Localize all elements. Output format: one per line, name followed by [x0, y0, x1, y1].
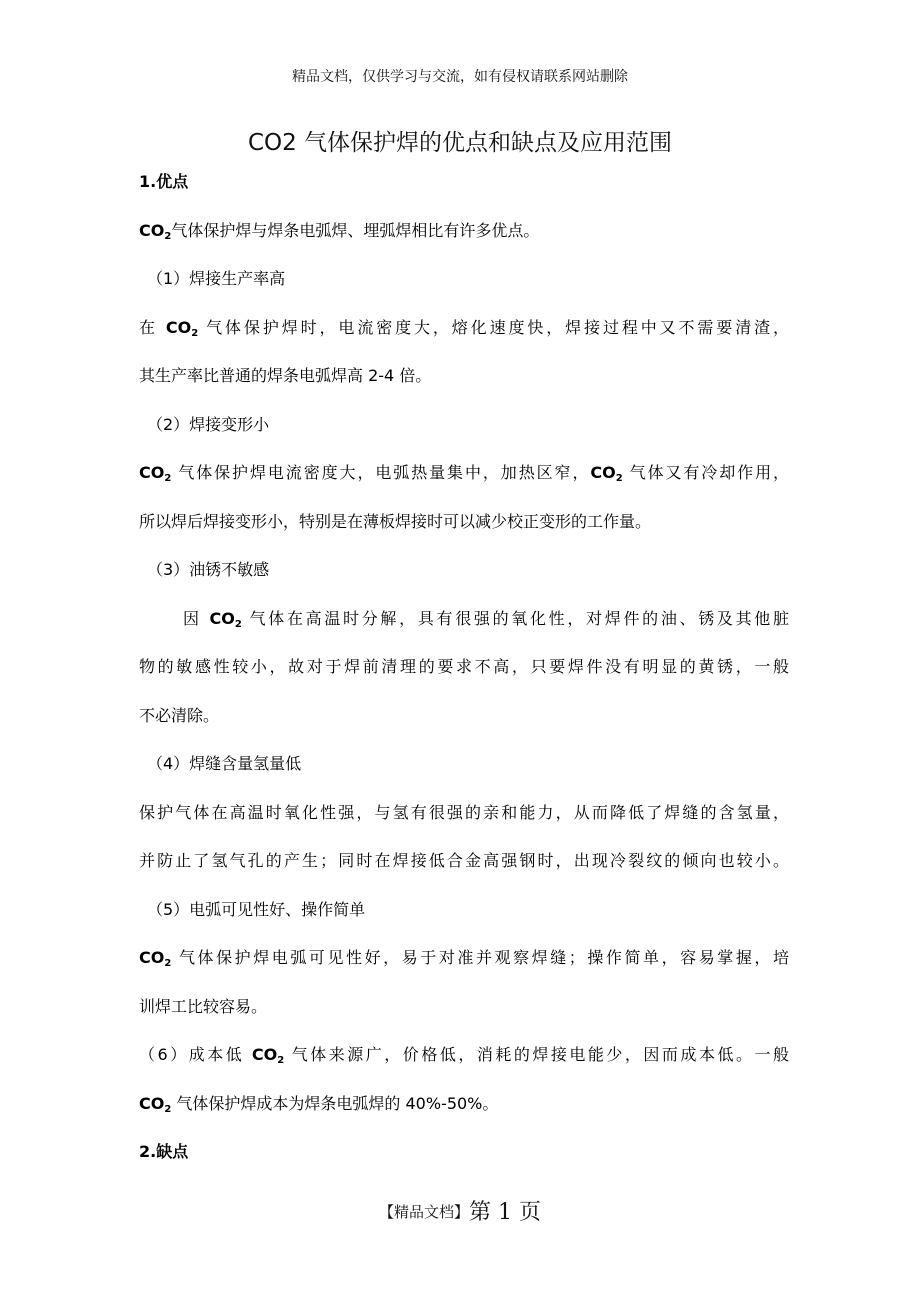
paragraph-line: 物的敏感性较小，故对于焊前清理的要求不高，只要焊件没有明显的黄锈，一般 [139, 657, 789, 676]
document-title: CO2 气体保护焊的优点和缺点及应用范围 [247, 130, 673, 156]
paragraph-line: $CO_2$气体保护焊与焊条电弧焊、埋弧焊相比有许多优点。 [139, 220, 540, 242]
item-heading-2: （2）焊接变形小 [147, 414, 270, 434]
page-number: 第 1 页 [469, 1200, 541, 1225]
item-heading-5: （5）电弧可见性好、操作简单 [147, 899, 366, 919]
item-heading-4: （4）焊缝含量氢量低 [147, 754, 302, 773]
co2-formula: $CO_2$ [139, 948, 172, 969]
footer-tag: 【精品文档】 [379, 1203, 470, 1221]
paragraph-line: 保护气体在高温时氧化性强，与氢有很强的亲和能力，从而降低了焊缝的含氢量， [139, 802, 789, 822]
paragraph-line: 因 $CO_2$ 气体在高温时分解，具有很强的氧化性，对焊件的油、锈及其他脏 [183, 608, 789, 630]
co2-formula: $CO_2$ [165, 317, 199, 339]
page-header: 精品文档，仅供学习与交流，如有侵权请联系网站删除 [292, 69, 628, 85]
page-footer [0, 1195, 920, 1226]
co2-formula: $CO_2$ [251, 1045, 285, 1066]
paragraph-line: 其生产率比普通的焊条电弧焊高 2-4 倍。 [139, 366, 432, 385]
paragraph-line: 所以焊后焊接变形小，特别是在薄板焊接时可以减少校正变形的工作量。 [139, 511, 652, 531]
paragraph-line: 不必清除。 [139, 705, 220, 725]
item-heading-6: （6）成本低 $CO_2$ 气体来源广，价格低，消耗的焊接电能少，因而成本低。一般 [139, 1045, 789, 1066]
section-heading-advantages: 1.优点 [139, 172, 189, 191]
section-heading-disadvantages: 2.缺点 [139, 1142, 189, 1161]
co2-formula: $CO_2$ [139, 220, 172, 242]
co2-formula: $CO_2$ [209, 608, 242, 630]
item-heading-3: （3）油锈不敏感 [147, 560, 270, 579]
paragraph-line: 并防止了氢气孔的产生；同时在焊接低合金高强钢时，出现冷裂纹的倾向也较小。 [139, 851, 789, 870]
paragraph-line: 训焊工比较容易。 [139, 996, 268, 1016]
paragraph-line: 在 $CO_2$ 气体保护焊时，电流密度大，熔化速度快，焊接过程中又不需要清渣， [139, 317, 789, 339]
paragraph-line: $CO_2$ 气体保护焊电弧可见性好，易于对准并观察焊缝；操作简单，容易掌握，培 [139, 948, 789, 969]
co2-formula: $CO_2$ [590, 463, 623, 484]
paragraph-line: $CO_2$ 气体保护焊电流密度大，电弧热量集中，加热区窄，$CO_2$ 气体又有冷却作用， [139, 463, 789, 484]
co2-formula: $CO_2$ [139, 1093, 172, 1115]
document-body [139, 170, 789, 1189]
item-heading-1: （1）焊接生产率高 [147, 269, 286, 288]
co2-formula: $CO_2$ [139, 463, 172, 484]
paragraph-line: $CO_2$ 气体保护焊成本为焊条电弧焊的 40%-50%。 [139, 1093, 499, 1115]
